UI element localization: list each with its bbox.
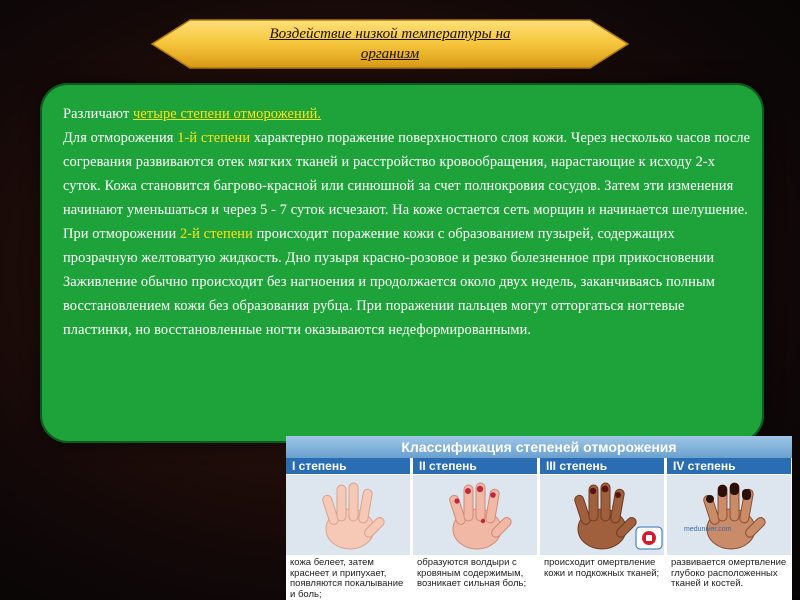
degree-column-2 bbox=[413, 458, 539, 600]
degree-description: происходит омертвление кожи и подкожных тканей; bbox=[544, 557, 660, 579]
degree-column-1 bbox=[286, 458, 412, 600]
content-text bbox=[63, 102, 753, 342]
paragraph-degree-1 bbox=[63, 126, 753, 222]
hand-icon bbox=[286, 475, 410, 555]
degree-label: II степень bbox=[413, 458, 537, 474]
title-line-1: Воздействие низкой температуры на bbox=[269, 26, 511, 42]
title-banner bbox=[150, 18, 630, 70]
classification-image bbox=[286, 436, 792, 600]
classification-header: Классификация степеней отморожения bbox=[286, 436, 792, 458]
intro-highlight: четыре степени отморожений. bbox=[133, 106, 322, 122]
degree-column-3 bbox=[540, 458, 666, 600]
degree-1-highlight: 1-й степени bbox=[177, 130, 251, 146]
degree-1-prefix: Для отморожения bbox=[63, 130, 178, 146]
hand-icon bbox=[667, 475, 791, 555]
degree-label: IV степень bbox=[667, 458, 791, 474]
degree-description: образуются волдыри с кровяным содержимым, возникает сильная боль; bbox=[417, 557, 527, 589]
degree-description: кожа белеет, затем краснеет и припухает, появляются покалывание и боль; bbox=[290, 557, 404, 600]
degree-2-prefix: При отморожении bbox=[63, 226, 180, 242]
degree-label: III степень bbox=[540, 458, 664, 474]
degree-label: I степень bbox=[286, 458, 410, 474]
hand-icon bbox=[540, 475, 664, 555]
intro-text: Различают bbox=[63, 106, 134, 122]
hand-icon bbox=[413, 475, 537, 555]
degree-2-text: происходит поражение кожи с образованием пузырей, содержащих прозрачную желтоватую жидкость. Дно пузыря красно-розовое и резко болезненное при прикосновении Заживление обычно происходит без нагноения и продолжается около двух недель, заканчиваясь полным восстановлением кожи без образования рубца. При поражении пальцев могут отторгаться ногтевые пластинки, но восстановленные ногти оказываются недеформированными. bbox=[63, 226, 715, 338]
paragraph-intro bbox=[63, 102, 753, 126]
page-title bbox=[210, 24, 570, 64]
degree-1-text: характерно поражение поверхностного слоя кожи. Через несколько часов после согревания развиваются отек мягких тканей и расстройство кровообращения, нарастающие к исходу 2-х суток. Кожа становится багрово-красной или синюшной за счет полнокровия сосудов. Затем эти изменения начинают уменьшаться и через 5 - 7 суток исчезают. На коже остается сеть морщин и начинается шелушение. bbox=[63, 130, 751, 218]
watermark: meduniver.com bbox=[684, 526, 732, 533]
degree-description: развивается омертвление глубоко расположенных тканей и костей. bbox=[671, 557, 787, 589]
title-line-2: организм bbox=[360, 46, 420, 62]
degree-2-highlight: 2-й степени bbox=[179, 226, 253, 242]
paragraph-degree-2 bbox=[63, 222, 753, 342]
